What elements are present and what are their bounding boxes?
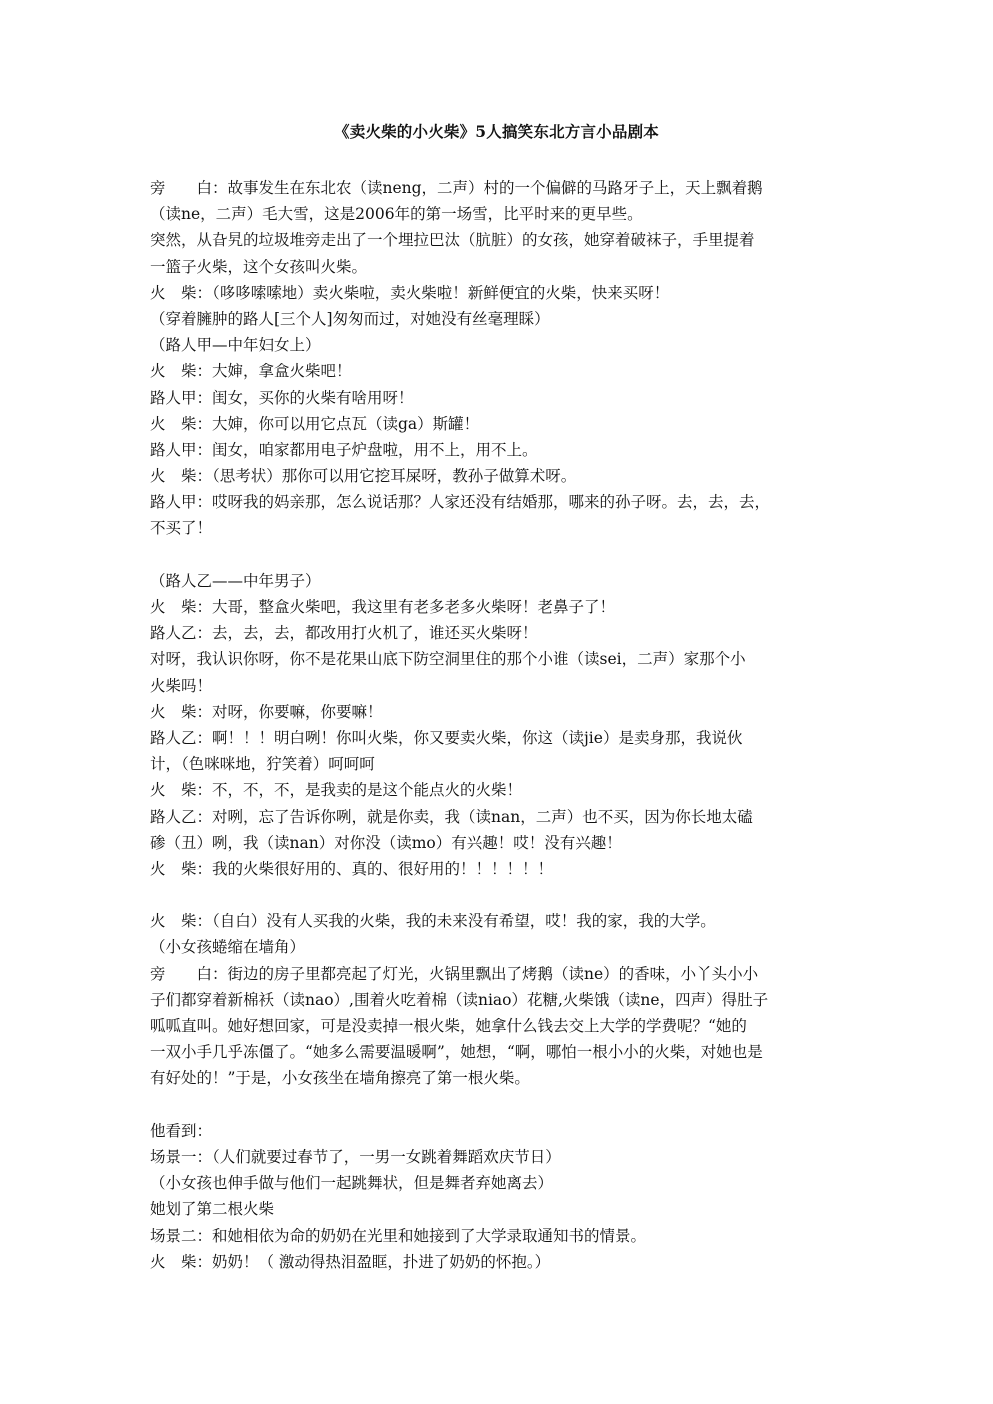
text-line: 场景二：和她相依为命的奶奶在光里和她接到了大学录取通知书的情景。	[150, 1226, 647, 1245]
text-line: （路人乙——中年男子）	[150, 571, 321, 590]
text-line: 路人乙：对咧，忘了告诉你咧，就是你卖，我（读nan，二声）也不买，因为你长地太磕	[150, 807, 753, 826]
text-line: （路人甲—中年妇女上）	[150, 336, 321, 355]
text-line: 火 柴：大婶，拿盒火柴吧！	[150, 362, 352, 381]
text-line: 一双小手几乎冻僵了。“她多么需要温暖啊”，她想，“啊，哪怕一根小小的火柴，对她也是	[150, 1043, 763, 1062]
blank-line	[150, 1092, 850, 1118]
text-line: （小女孩也伸手做与他们一起跳舞状，但是舞者弃她离去）	[150, 1174, 554, 1193]
text-line: 路人乙：啊！！！明白咧！你叫火柴，你又要卖火柴，你这（读jie）是卖身那，我说伙	[150, 728, 743, 747]
text-line: 呱呱直叫。她好想回家，可是没卖掉一根火柴，她拿什么钱去交上大学的学费呢？“她的	[150, 1017, 747, 1035]
text-line: 火 柴：奶奶！（ 激动得热泪盈眶，扑进了奶奶的怀抱。）	[150, 1252, 551, 1271]
text-line: 火 柴：对呀，你要嘛，你要嘛！	[150, 702, 383, 721]
text-line: 他看到：	[150, 1121, 213, 1140]
text-line: 对呀，我认识你呀，你不是花果山底下防空洞里住的那个小谁（读sei，二声）家那个小	[150, 650, 746, 669]
text-line: （穿着臃肿的路人[三个人]匆匆而过，对她没有丝毫理睬）	[150, 309, 550, 328]
text-line: 场景一：（人们就要过春节了，一男一女跳着舞蹈欢庆节日）	[150, 1147, 561, 1166]
text-line: 火 柴：（哆哆嗦嗦地）卖火柴啦，卖火柴啦！新鲜便宜的火柴，快来买呀！	[150, 283, 670, 302]
text-line: （读ne，二声）毛大雪，这是2006年的第一场雪，比平时来的更早些。	[150, 205, 643, 224]
text-line: 火 柴：大哥，整盒火柴吧，我这里有老多老多火柴呀！老鼻子了！	[150, 598, 616, 616]
text-line: 她划了第二根火柴	[150, 1200, 275, 1219]
text-line: 火 柴：（思考状）那你可以用它挖耳屎呀，教孙子做算术呀。	[150, 467, 577, 486]
text-line: 火 柴：大婶，你可以用它点瓦（读ga）斯罐！	[150, 414, 480, 433]
text-line: 路人甲：闺女，咱家都用电子炉盘啦，用不上，用不上。	[150, 440, 538, 459]
text-line: 突然，从旮旯的垃圾堆旁走出了一个埋拉巴汰（肮脏）的女孩，她穿着破袜子，手里提着	[150, 231, 755, 250]
blank-line	[150, 882, 850, 908]
text-line: 一篮子火柴，这个女孩叫火柴。	[150, 257, 368, 276]
text-line: （小女孩蜷缩在墙角）	[150, 938, 306, 957]
text-line: 火 柴：我的火柴很好用的、真的、很好用的！！！！！！	[150, 859, 554, 878]
text-line: 路人乙：去，去，去，都改用打火机了，谁还买火柴呀！	[150, 624, 538, 643]
text-line: 碜（丑）咧，我（读nan）对你没（读mo）有兴趣！哎！没有兴趣！	[150, 833, 622, 852]
text-line: 计，（色咪咪地，狞笑着）呵呵呵	[150, 755, 375, 774]
text-line: 路人甲：哎呀我的妈亲那，怎么说话那？人家还没有结婚那，哪来的孙子呀。去，去，去，	[150, 493, 771, 512]
text-line: 子们都穿着新棉袄（读nao）,围着火吃着棉（读niao）花糖,火柴饿（读ne，四声）得肚子	[150, 990, 769, 1009]
document-title: 《卖火柴的小火柴》5人搞笑东北方言小品剧本	[334, 122, 659, 141]
text-line: 火 柴：（自白）没有人买我的火柴，我的未来没有希望，哎！我的家，我的大学。	[150, 912, 716, 931]
text-line: 火 柴：不，不，不，是我卖的是这个能点火的火柴！	[150, 781, 523, 800]
blank-line	[150, 542, 850, 568]
text-line: 旁 白：街边的房子里都亮起了灯光，火锅里飘出了烤鹅（读ne）的香味，小丫头小小	[150, 964, 759, 983]
text-line: 火柴吗！	[150, 676, 213, 695]
document-body	[150, 175, 850, 1275]
text-line: 有好处的！”于是，小女孩坐在墙角擦亮了第一根火柴。	[150, 1069, 530, 1088]
text-line: 旁 白：故事发生在东北农（读neng，二声）村的一个偏僻的马路牙子上，天上飘着鹅	[150, 179, 763, 197]
text-line: 不买了！	[150, 519, 213, 538]
text-line: 路人甲：闺女，买你的火柴有啥用呀！	[150, 388, 414, 407]
